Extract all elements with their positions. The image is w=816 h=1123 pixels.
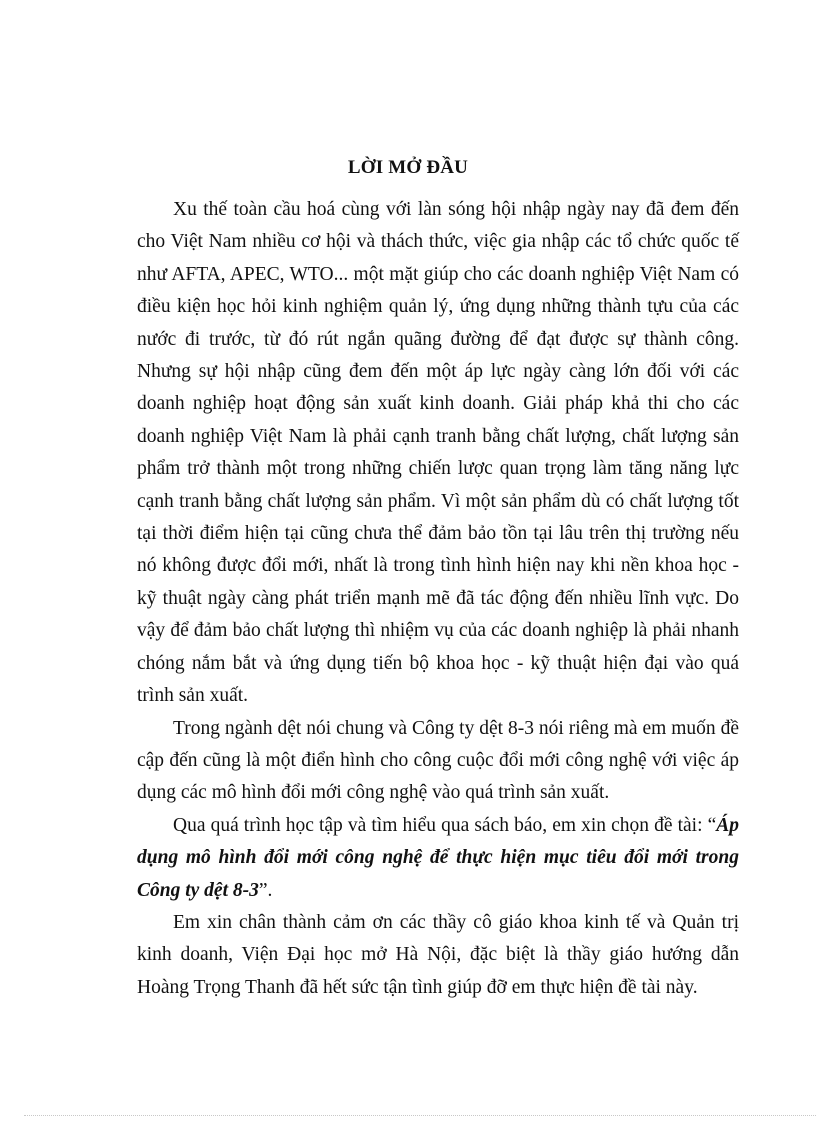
footer-divider bbox=[24, 1115, 816, 1116]
paragraph-thanks: Em xin chân thành cảm ơn các thầy cô giáo khoa kinh tế và Quản trị kinh doanh, Viện Đại học mở Hà Nội, đặc biệt là thầy giáo hướng dẫn Hoàng Trọng Thanh đã hết sức tận tình giúp đỡ em thực hiện đề tài này. bbox=[137, 911, 739, 998]
page-title: LỜI MỞ ĐẦU bbox=[347, 157, 469, 178]
topic-intro: Qua quá trình học tập và tìm hiểu qua sách báo, em xin chọn đề tài: “ bbox=[173, 814, 717, 836]
paragraph-textile-industry: Trong ngành dệt nói chung và Công ty dệt 8-3 nói riêng mà em muốn đề cập đến cũng là một điển hình cho công cuộc đổi mới công nghệ với việc áp dụng các mô hình đổi mới công nghệ vào quá trình sản xuất. bbox=[137, 717, 739, 804]
topic-outro: ”. bbox=[258, 879, 273, 901]
topic-title: Áp dụng mô hình đổi mới công nghệ để thực hiện mục tiêu đổi mới trong Công ty dệt 8-3 bbox=[137, 814, 739, 901]
paragraph-topic bbox=[137, 810, 739, 907]
document-body bbox=[137, 194, 739, 1004]
paragraph-globalization: Xu thế toàn cầu hoá cùng với làn sóng hội nhập ngày nay đã đem đến cho Việt Nam nhiều cơ hội và thách thức, việc gia nhập các tổ chức quốc tế như AFTA, APEC, WTO... một mặt giúp cho các doanh nghiệp Việt Nam có điều kiện học hỏi kinh nghiệm quản lý, ứng dụng những thành tựu của các nước đi trước, từ đó rút ngắn quãng đường để đạt được sự thành công. Nhưng sự hội nhập cũng đem đến một áp lực ngày càng lớn đối với các doanh nghiệp hoạt động sản xuất kinh doanh. Giải pháp khả thi cho các doanh nghiệp Việt Nam là phải cạnh tranh bằng chất lượng, chất lượng sản phẩm trở thành một trong những chiến lược quan trọng làm tăng năng lực cạnh tranh bằng chất lượng sản phẩm. Vì một sản phẩm dù có chất lượng tốt tại thời điểm hiện tại cũng chưa thể đảm bảo tồn tại lâu trên thị trường nếu nó không được đổi mới, nhất là trong tình hình hiện nay khi nền khoa học - kỹ thuật ngày càng phát triển mạnh mẽ đã tác động đến nhiều lĩnh vực. Do vậy để đảm bảo chất lượng thì nhiệm vụ của các doanh nghiệp là phải nhanh chóng nắm bắt và ứng dụng tiến bộ khoa học - kỹ thuật hiện đại vào quá trình sản xuất. bbox=[137, 199, 739, 707]
